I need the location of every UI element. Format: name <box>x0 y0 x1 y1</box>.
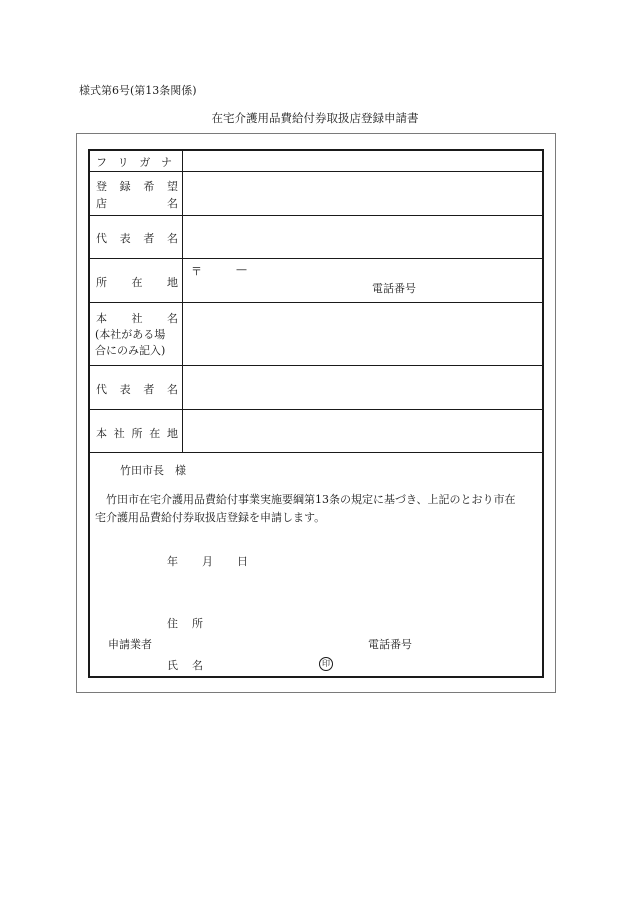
name-label-char: 名 <box>192 659 203 672</box>
location-label-char: 地 <box>167 276 178 289</box>
store-name-line1-char: 望 <box>166 180 178 193</box>
document-title: 在宅介護用品費給付券取扱店登録申請書 <box>211 111 419 125</box>
head-office-line1-char: 名 <box>167 312 178 325</box>
label-furigana <box>90 151 183 171</box>
head-address-label-char: 社 <box>113 427 125 440</box>
head-representative-label-char: 表 <box>119 383 131 396</box>
head-address-field[interactable] <box>184 410 541 452</box>
head-office-line3: 合にのみ記入) <box>95 344 166 357</box>
location-label <box>96 274 178 290</box>
furigana-label-char: フ <box>96 156 107 169</box>
representative-label <box>96 230 178 246</box>
store-name-line1-char: 録 <box>119 180 131 193</box>
location-label-char: 在 <box>131 276 143 289</box>
representative-label-char: 表 <box>119 232 131 245</box>
store-name-line2-char: 名 <box>167 197 178 210</box>
head-office-line1-char: 本 <box>96 312 107 325</box>
statement-line1: 竹田市在宅介護用品費給付事業実施要綱第13条の規定に基づき、上記のとおり市在 <box>106 493 516 506</box>
head-address-label-char: 地 <box>167 427 178 440</box>
location-label-char: 所 <box>96 276 107 289</box>
row-head-address <box>90 410 542 453</box>
row-representative <box>90 216 542 259</box>
head-office-line1 <box>96 310 178 326</box>
date-day: 日 <box>237 555 248 568</box>
head-representative-label-char: 名 <box>166 383 178 396</box>
head-address-label-char: 本 <box>96 427 107 440</box>
address-label-char: 所 <box>192 617 203 630</box>
row-furigana <box>90 151 542 172</box>
postal-mark: 〒 <box>191 265 202 278</box>
label-store-name <box>90 172 183 215</box>
head-address-label <box>96 425 178 441</box>
label-representative <box>90 216 183 258</box>
head-office-line2: (本社がある場 <box>95 328 166 341</box>
location-phone-label: 電話番号 <box>372 282 416 295</box>
head-address-label-char: 在 <box>149 427 161 440</box>
location-field[interactable] <box>184 259 541 302</box>
furigana-label-char: ガ <box>139 156 151 169</box>
applicant-phone-label: 電話番号 <box>368 638 412 651</box>
row-store-name <box>90 172 542 216</box>
store-name-line2-char: 店 <box>96 197 107 210</box>
store-name-line2 <box>96 195 178 211</box>
seal-mark: 印 <box>319 657 333 671</box>
address-label <box>167 615 203 631</box>
label-location <box>90 259 183 302</box>
store-name-line1 <box>96 178 178 194</box>
label-head-representative <box>90 366 183 409</box>
furigana-label-char: リ <box>117 156 129 169</box>
address-label-char: 住 <box>167 617 178 630</box>
store-name-line1-char: 希 <box>143 180 155 193</box>
name-label <box>167 657 203 673</box>
row-location <box>90 259 542 303</box>
head-address-label-char: 所 <box>131 427 143 440</box>
name-label-char: 氏 <box>167 659 178 672</box>
representative-field[interactable] <box>184 216 541 258</box>
row-head-office <box>90 303 542 366</box>
furigana-field[interactable] <box>184 151 541 171</box>
store-name-line1-char: 登 <box>96 180 107 193</box>
label-head-office <box>90 303 183 365</box>
addressee: 竹田市長 様 <box>120 464 186 477</box>
head-office-field[interactable] <box>184 303 541 365</box>
head-representative-field[interactable] <box>184 366 541 409</box>
label-head-address <box>90 410 183 452</box>
date-year: 年 <box>167 555 178 568</box>
application-table <box>88 149 544 678</box>
statement-line2: 宅介護用品費給付券取扱店登録を申請します。 <box>95 511 326 524</box>
head-representative-label-char: 代 <box>96 383 107 396</box>
postal-dash: — <box>236 263 247 276</box>
representative-label-char: 名 <box>166 232 178 245</box>
store-name-field[interactable] <box>184 172 541 215</box>
row-head-representative <box>90 366 542 410</box>
head-office-line1-char: 社 <box>131 312 143 325</box>
head-representative-label-char: 者 <box>143 383 155 396</box>
furigana-label <box>96 154 172 170</box>
representative-label-char: 者 <box>143 232 155 245</box>
head-representative-label <box>96 381 178 397</box>
applicant-label: 申請業者 <box>108 638 152 651</box>
furigana-label-char: ナ <box>160 156 172 169</box>
representative-label-char: 代 <box>96 232 107 245</box>
date-month: 月 <box>202 555 213 568</box>
form-number: 様式第6号(第13条関係) <box>79 84 197 97</box>
